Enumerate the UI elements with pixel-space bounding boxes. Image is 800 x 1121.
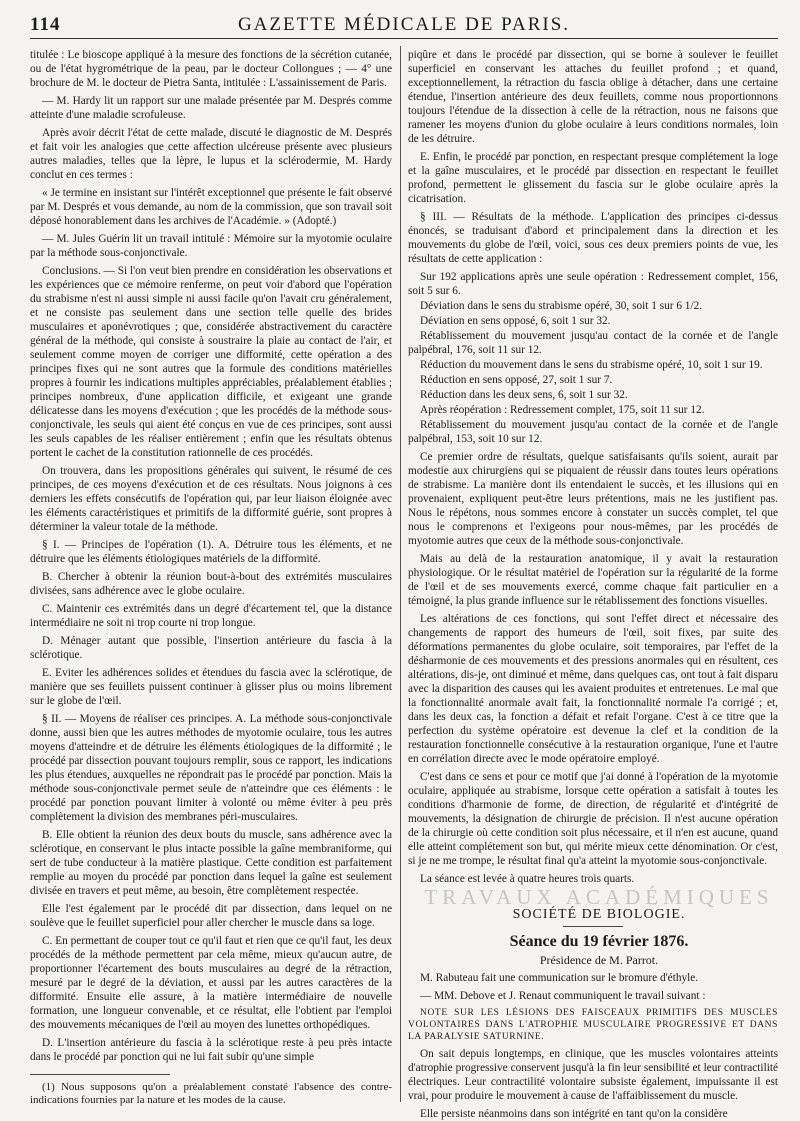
result-line: Déviation dans le sens du strabisme opéré, 30, soit 1 sur 6 1/2. (420, 300, 703, 312)
paragraph: B. Chercher à obtenir la réunion bout-à-bout des extrémités musculaires divisées, sans adhérence avec le globe oculaire. (30, 571, 392, 597)
footnote-rule (30, 1074, 170, 1075)
paragraph: Mais au delà de la restauration anatomique, il y avait la restauration physiologique. Or le résultat matériel de l'opération sur la régularité de la forme de l'œil et de ses mouvements exercé, comme chaque fait particulier en a témoigné, la plus grande influence sur le rétablissement des fonctions visuelles. (408, 553, 778, 607)
paragraph: Elle persiste néanmoins dans son intégrité en tant qu'on la considère (420, 1108, 728, 1120)
paragraph: Les altérations de ces fonctions, qui sont l'effet direct et nécessaire des changements de rapport des humeurs de l'œil, soit fixes, par suite des déformations permanentes du globe oculaire, soit temporaires, par l'effet de la désharmonie de ces mouvements et des pressions anormales qui en résultent, ces altérations, dis-je, ont diminué et même, dans quelques cas, ont tout à fait disparu avec la disparition des causes qui les avaient produites et entretenues. Le mal que la fonctionnalité anormale avait fait, la fonctionnalité normale l'a corrigé ; et, dans les deux cas, la fonction a défait et refait l'organe. C'est à ce titre que la perfection du système opératoire est devenue la clef et la condition de la restauration fonctionnelle consécutive à la restauration organique, l'une et l'autre en corrélation directe avec le mode opératoire employé. (408, 613, 778, 765)
left-column (30, 48, 392, 1106)
paragraph: C. En permettant de couper tout ce qu'il faut et rien que ce qu'il faut, les deux procédés de la méthode permettent par cela même, mieux qu'aucun autre, de proportionner l'écartement des bouts musculaires au degré de la rétraction, mesuré par le degré de la déviation, et aussi par les autres caractères de la difformité. Ensuite elle assure, à la matière intermédiaire de nouvelle formation, une longueur convenable, et ce résultat, elle l'obtient par l'emploi des mouvements mécaniques de l'œil au moyen des lunettes orthopédiques. (30, 935, 392, 1031)
paragraph: — M. Jules Guérin lit un travail intitulé : Mémoire sur la myotomie oculaire par la méthode sous-conjonctivale. (30, 233, 392, 259)
paragraph: On trouvera, dans les propositions générales qui suivent, le résumé de ces principes, de ces moyens d'exécution et de ces résultats. Nous joignons à ces derniers les effets consécutifs de l'opération qui, par leur liaison éloignée avec les éléments caractéristiques et primitifs de la difformité guérie, sont propres à déterminer la valeur totale de la méthode. (30, 465, 392, 533)
result-line: Rétablissement du mouvement jusqu'au contact de la cornée et de l'angle palpébral, 176, soit 11 sur 12. (408, 330, 778, 356)
page-number: 114 (30, 14, 61, 35)
note-title: NOTE SUR LES LÉSIONS DES FAISCEAUX PRIMITIFS DES MUSCLES VOLONTAIRES DANS L'ATROPHIE MUSCULAIRE PROGRESSIVE ET DANS LA PARALYSIE SATURNINE. (408, 1008, 778, 1042)
ghost-heading: TRAVAUX ACADÉMIQUES (424, 885, 774, 909)
column-separator (400, 46, 401, 1102)
paragraph: « Je termine en insistant sur l'intérêt exceptionnel que présente le fait observé par M. Després et vous demande, au nom de la commission, que son travail soit déposé honorablement dans les archives de l'Académie. » (Adopté.) (30, 187, 392, 227)
paragraph: § I. — Principes de l'opération (1). A. Détruire tous les éléments, et ne détruire que les éléments étiologiques matériels de la difformité. (30, 539, 392, 565)
paragraph: — M. Hardy lit un rapport sur une malade présentée par M. Després comme atteinte d'une maladie scrofuleuse. (30, 95, 392, 121)
society-heading: SOCIÉTÉ DE BIOLOGIE. (512, 907, 686, 922)
paragraph: piqûre et dans le procédé par dissection, qui se borne à soulever le feuillet superficiel en conservant les attaches du feuillet profond ; et quand, exceptionnellement, la rétraction du fascia oblige à détacher, dans une certaine étendue, l'insertion antérieure des deux feuillets, comme nous proportionnons toujours l'étendue de la dissection à celle de la rétraction, nous ne faisons que ramener les moyens d'union du globe oculaire à leurs conditions normales, loin de les détruire. (408, 49, 778, 145)
journal-title: GAZETTE MÉDICALE DE PARIS. (237, 14, 571, 35)
paragraph: E. Enfin, le procédé par ponction, en respectant presque complétement la loge et la gaîne musculaires, et le procédé par dissection en respectant le feuillet profond, permettent le glissement du fascia sur le globe oculaire après la cicatrisation. (408, 151, 778, 205)
footnote: (1) Nous supposons qu'on a préalablement constaté l'absence des contre-indications fournies par la nature et les modes de la cause. (30, 1081, 392, 1106)
paragraph: titulée : Le bioscope appliqué à la mesure des fonctions de la sécrétion cutanée, ou de l'état hygrométrique de la peau, par le docteur Collongues ; — 4° une brochure de M. le docteur de Pietra Santa, intitulée : L'assainissement de Paris. (30, 49, 392, 89)
result-line: Réduction dans les deux sens, 6, soit 1 sur 32. (420, 389, 628, 401)
president-line: Présidence de M. Parrot. (539, 953, 659, 967)
paragraph: § II. — Moyens de réaliser ces principes. A. La méthode sous-conjonctivale donne, aussi bien que les autres méthodes de myotomie oculaire, tous les autres moyens d'atteindre et de détruire les éléments étiologiques de la difformité ; le procédé par dissection pouvant toujours remplir, sous ce rapport, les indications les plus étendues, auxquelles ne répondrait pas le procédé par ponction. Mais la méthode sous-conjonctivale permet seule de n'atteindre que ces éléments : le procédé par ponction pouvant limiter à volonté ou même éviter à peu près complètement la division des membranes péri-musculaires. (30, 713, 392, 823)
result-line: Déviation en sens opposé, 6, soit 1 sur 32. (420, 315, 611, 327)
paragraph: Elle l'est également par le procédé dit par dissection, dans lequel on ne soulève que le feuillet superficiel pour aller chercher le muscle dans sa loge. (30, 903, 392, 929)
paragraph: B. Elle obtient la réunion des deux bouts du muscle, sans adhérence avec la sclérotique, en conservant le plus intacte possible la gaîne membraniforme, qui sert de tube conducteur à la matière plastique. Cette condition est parfaitement remplie au moyen du procédé par ponction dans lequel la gaîne est seulement divisée en travers et peut même, au besoin, être complètement respectée. (30, 829, 392, 897)
section-rule (563, 926, 623, 927)
paragraph: On sait depuis longtemps, en clinique, que les muscles volontaires atteints d'atrophie progressive conservent jusqu'à la fin leur sensibilité et leur contractilité électriques. Leur contractilité volontaire subsiste également, impuissante il est vrai, pour produire le mouvement à cause de l'affaiblissement du muscle. (408, 1048, 778, 1102)
page-header (30, 10, 778, 40)
paragraph: Conclusions. — Si l'on veut bien prendre en considération les observations et les expériences que ce mémoire renferme, on peut voir d'abord que l'opération du strabisme n'est ni aussi simple ni aussi facile qu'on l'avait cru généralement, et ne consiste pas seulement dans une section telle quelle des brides musculaires et aponévrotiques ; que, considérée abstractivement du caractère général de la méthode, qui consiste à soustraire la plaie au contact de l'air, et seulement comme moyen de corriger une difformité, cette opération a des principes fixes qui ne sont autres que la formule des conditions matérielles propres à fournir les indications multiples appréciables, préalablement établies ; principes nombreux, d'une application difficile, et exigeant une grande délicatesse dans les moyens d'exécution ; que les procédés de la méthode sous-conjonctivale, les seuls qui aient été conçus en vue de ces principes, sont aussi les seuls capables de les réaliser entièrement ; enfin que les résultats obtenus portent le cachet de la constitution rationnelle de ces procédés. (30, 265, 392, 459)
paragraph: E. Eviter les adhérences solides et étendues du fascia avec la sclérotique, de manière que ses feuillets puissent continuer à glisser plus ou moins librement sur le globe de l'œil. (30, 667, 392, 707)
header-rule (30, 38, 778, 39)
paragraph: Après avoir décrit l'état de cette malade, discuté le diagnostic de M. Després et fait voir les analogies que cette affection ulcéreuse présente avec plusieurs autres maladies, telles que la lèpre, le lupus et la sclérodermie, M. Hardy conclut en ces termes : (30, 127, 392, 181)
paragraph: C. Maintenir ces extrémités dans un degré d'écartement tel, que la distance intermédiaire ne soit ni trop courte ni trop longue. (30, 603, 392, 629)
paragraph: C'est dans ce sens et pour ce motif que j'ai donné à l'opération de la myotomie oculaire, appliquée au strabisme, lorsque cette opération a satisfait à toutes les conditions d'harmonie de forme, de direction, de régularité et d'intégrité de mouvements, la désignation de chirurgie de précision. Il n'est aucune opération de la chirurgie où cette condition soit plus nécessaire, et il n'en est aucune, quand elle atteint complétement son but, qui mérite mieux cette dénomination. Or c'est, si je ne me trompe, le résultat final qu'a atteint la myotomie sous-conjonctivale. (408, 771, 778, 867)
right-column (408, 48, 778, 1120)
paragraph: — MM. Debove et J. Renaut communiquent le travail suivant : (420, 990, 706, 1002)
result-line: Rétablissement du mouvement jusqu'au contact de la cornée et de l'angle palpébral, 153, soit 10 sur 12. (408, 419, 778, 445)
paragraph: § III. — Résultats de la méthode. L'application des principes ci-dessus énoncés, se traduisant d'abord et principalement dans la direction et les mouvements du globe de l'œil, voici, sous ces deux premiers points de vue, les résultats de cette application : (408, 211, 778, 265)
result-line: Sur 192 applications après une seule opération : Redressement complet, 156, soit 5 sur 6. (408, 271, 778, 297)
result-line: Après réopération : Redressement complet, 175, soit 11 sur 12. (420, 404, 705, 416)
paragraph: Ce premier ordre de résultats, quelque satisfaisants qu'ils soient, aurait par modestie aux chirurgiens qui se piquaient de réussir dans toutes leurs opérations de strabisme. La manière dont ils entendaient le succès, et les illusions qui en provenaient, expliquent peut-être leurs prétentions, mais ne les justifient pas. Nous le répétons, nous sommes encore à constater un succès complet, tel que nous le comprenons et l'exigeons pour nous-mêmes, par les procédés de myotomie autres que ceux de la méthode sous-conjonctivale. (408, 451, 778, 547)
seance-heading: Séance du 19 février 1876. (509, 933, 689, 950)
paragraph: D. L'insertion antérieure du fascia à la sclérotique reste à peu près intacte dans le procédé par ponction qui ne lui fait subir qu'une simple (30, 1037, 392, 1063)
paragraph: D. Ménager autant que possible, l'insertion antérieure du fascia à la sclérotique. (30, 635, 392, 661)
paragraph: M. Rabuteau fait une communication sur le bromure d'éthyle. (420, 972, 699, 984)
result-line: Réduction du mouvement dans le sens du strabisme opéré, 10, soit 1 sur 19. (420, 359, 763, 371)
result-line: Réduction en sens opposé, 27, soit 1 sur 7. (420, 374, 613, 386)
closing-line: La séance est levée à quatre heures trois quarts. (420, 873, 635, 885)
